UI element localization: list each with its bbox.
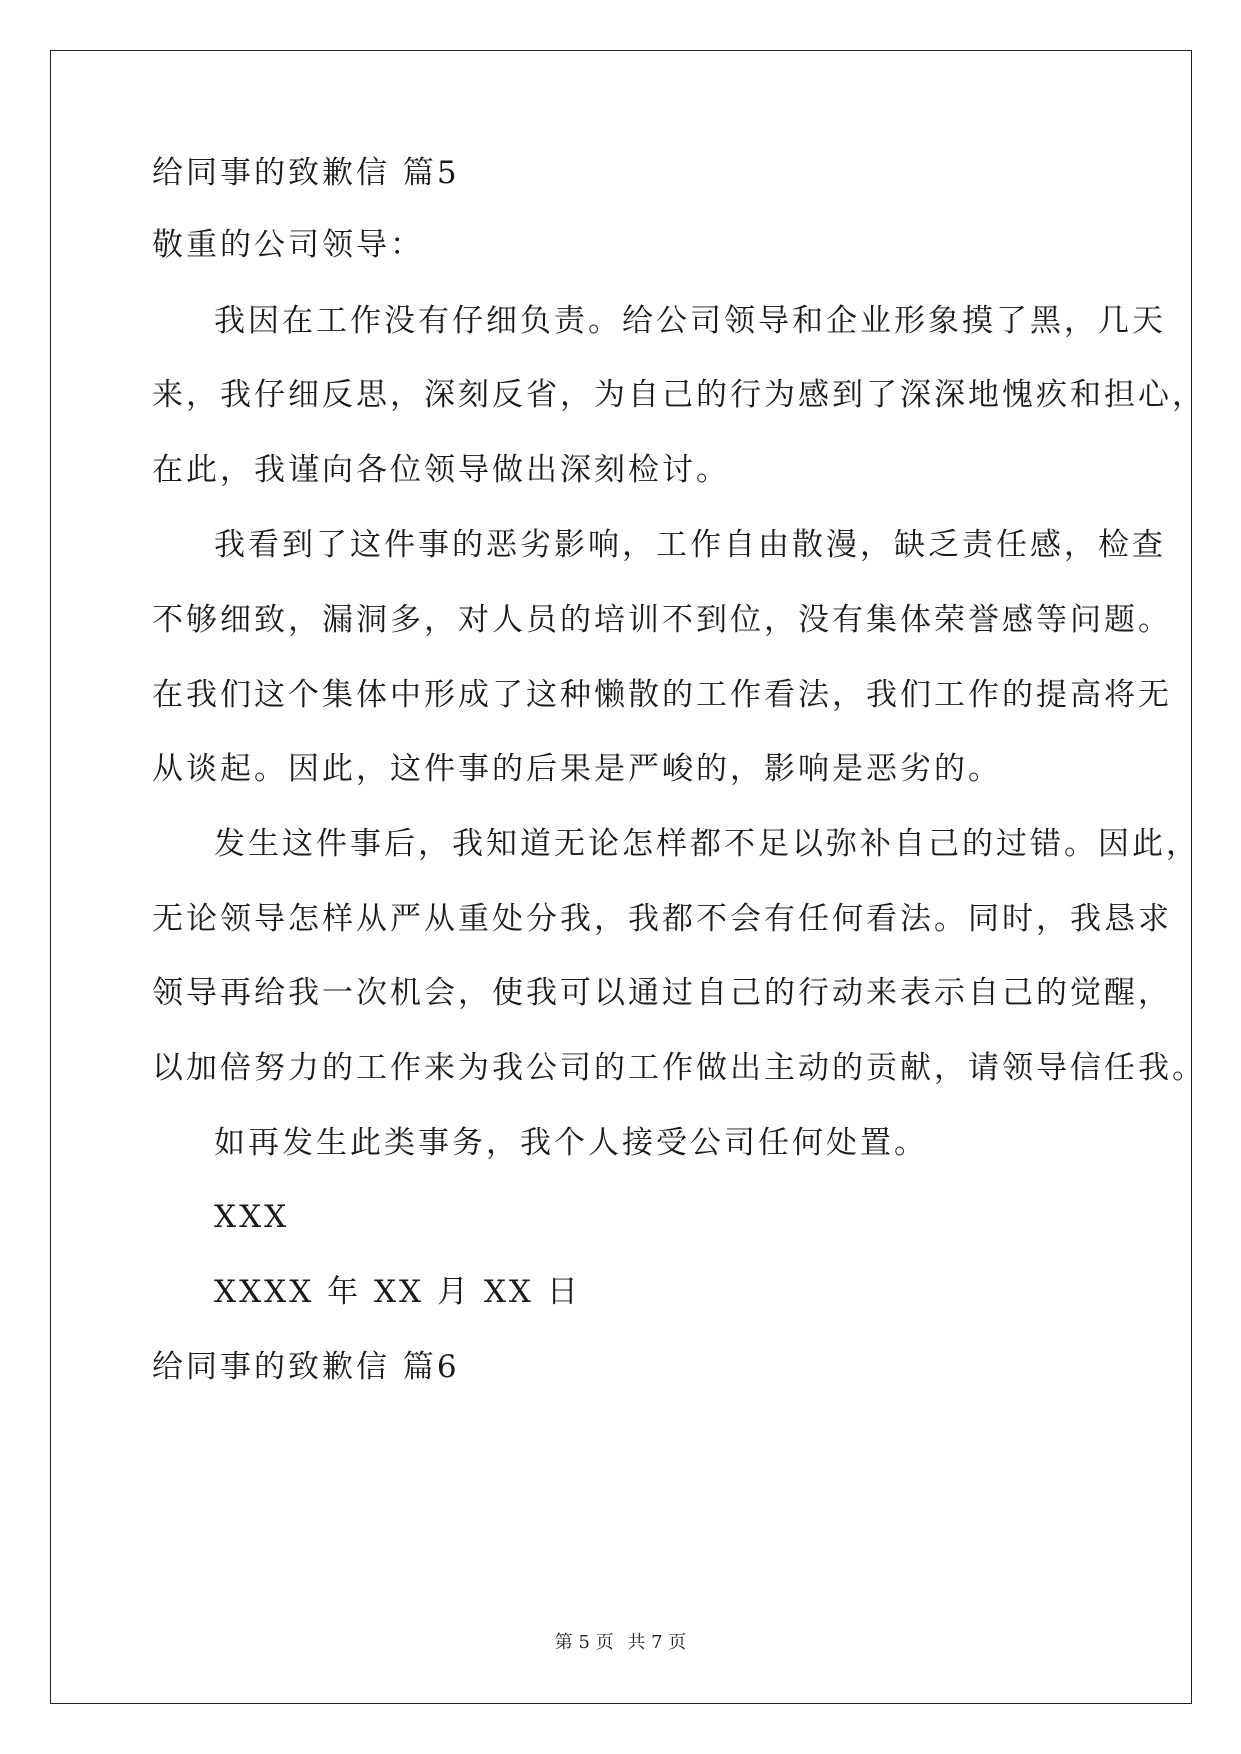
- body-line: 来，我仔细反思，深刻反省，为自己的行为感到了深深地愧疚和担心，: [152, 377, 1206, 413]
- salutation: 敬重的公司领导：: [152, 227, 424, 263]
- body-line: 发生这件事后，我知道无论怎样都不足以弥补自己的过错。因此，: [214, 826, 1200, 862]
- body-line: 我看到了这件事的恶劣影响，工作自由散漫，缺乏责任感，检查: [214, 527, 1166, 563]
- body-line: 我因在工作没有仔细负责。给公司领导和企业形象摸了黑，几天: [214, 303, 1166, 339]
- body-line: 在我们这个集体中形成了这种懒散的工作看法，我们工作的提高将无: [152, 677, 1172, 713]
- body-line: 如再发生此类事务，我个人接受公司任何处置。: [214, 1125, 928, 1161]
- date-line: XXXX 年 XX 月 XX 日: [214, 1274, 581, 1310]
- signature: XXX: [214, 1199, 290, 1235]
- page-total: 共 7 页: [627, 1632, 687, 1653]
- page-border: [50, 50, 1192, 1704]
- page-number: 第 5 页: [554, 1632, 614, 1653]
- body-line: 从谈起。因此，这件事的后果是严峻的，影响是恶劣的。: [152, 751, 1002, 787]
- page-footer: [0, 1628, 1241, 1654]
- body-line: 无论领导怎样从严从重处分我，我都不会有任何看法。同时，我恳求: [152, 901, 1172, 937]
- section-heading-5: 给同事的致歉信 篇5: [152, 155, 460, 191]
- section-heading-6: 给同事的致歉信 篇6: [152, 1349, 460, 1385]
- body-line: 领导再给我一次机会，使我可以通过自己的行动来表示自己的觉醒，: [152, 975, 1172, 1011]
- body-line: 以加倍努力的工作来为我公司的工作做出主动的贡献，请领导信任我。: [152, 1050, 1206, 1086]
- body-line: 在此，我谨向各位领导做出深刻检讨。: [152, 452, 730, 488]
- body-line: 不够细致，漏洞多，对人员的培训不到位，没有集体荣誉感等问题。: [152, 602, 1172, 638]
